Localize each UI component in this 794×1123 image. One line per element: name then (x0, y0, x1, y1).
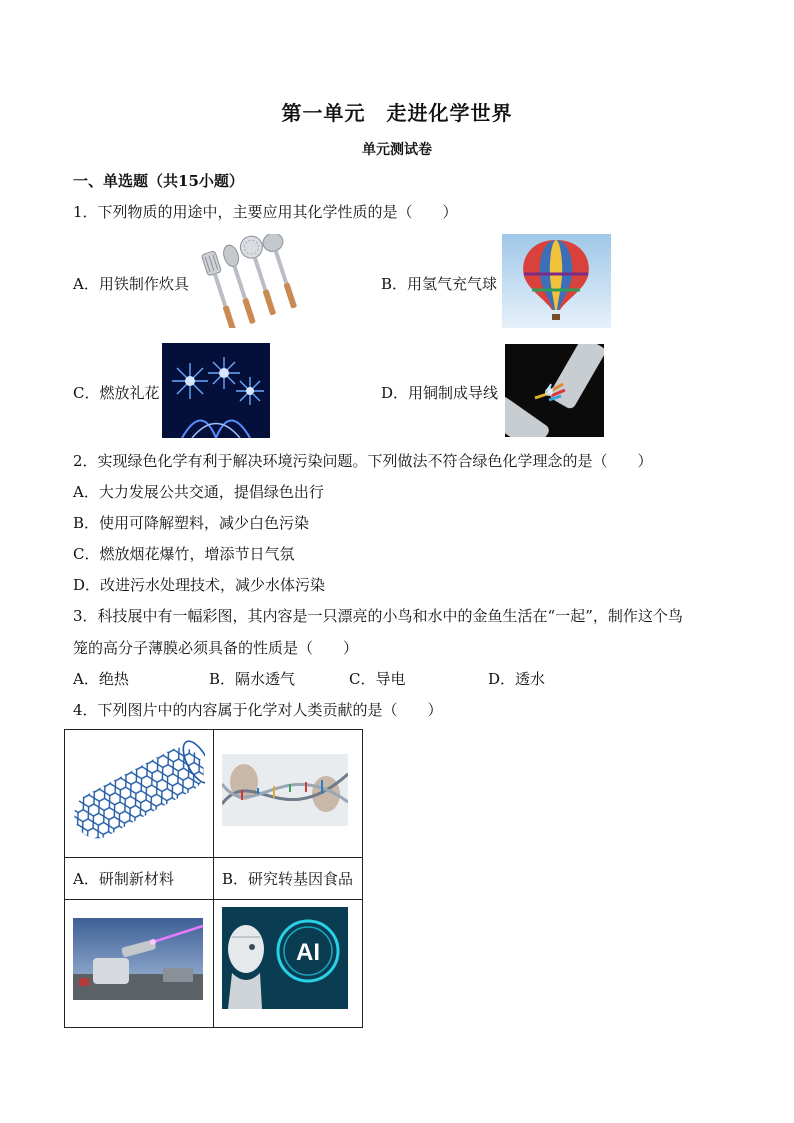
hot-air-balloon-image (502, 234, 611, 328)
page-subtitle: 单元测试卷 (362, 142, 432, 158)
laser-weapon-image (73, 918, 203, 1000)
q4-cell-d-image (214, 900, 363, 1028)
q1-option-b: B．用氢气充气球 (381, 275, 498, 293)
ai-logo-text: AI (296, 939, 320, 966)
copper-wire-image (505, 344, 604, 437)
carbon-nanotube-image (73, 740, 205, 846)
q2-option-a: A．大力发展公共交通，提倡绿色出行 (73, 483, 324, 501)
q1-option-c: C．燃放礼花 (73, 384, 160, 402)
question-4-stem: 4．下列图片中的内容属于化学对人类贡献的是（ ） (73, 701, 443, 719)
q4-cell-c-image (65, 900, 214, 1028)
q4-cell-a-label: A．研制新材料 (65, 858, 214, 900)
q2-option-c: C．燃放烟花爆竹，增添节日气氛 (73, 545, 295, 563)
question-1-stem: 1．下列物质的用途中，主要应用其化学性质的是（ ） (73, 203, 458, 221)
section-heading: 一、单选题（共15小题） (73, 172, 244, 190)
question-3-stem-line2: 笼的高分子薄膜必须具备的性质是（ ） (73, 639, 359, 657)
q4-cell-a-image (65, 730, 214, 858)
question-3-stem-line1: 3．科技展中有一幅彩图，其内容是一只漂亮的小鸟和水中的金鱼生活在“一起”，制作这个鸟 (73, 607, 683, 625)
ai-robot-image (222, 907, 348, 1009)
question-4-option-table (64, 729, 363, 1028)
q2-option-b: B．使用可降解塑料，减少白色污染 (73, 514, 310, 532)
q3-option-a: A．绝热 (73, 670, 129, 688)
kitchen-utensils-image (198, 234, 310, 328)
q3-option-c: C．导电 (349, 670, 406, 688)
q3-option-d: D．透水 (488, 670, 546, 688)
q2-option-d: D．改进污水处理技术，减少水体污染 (73, 576, 326, 594)
q4-cell-b-label: B．研究转基因食品 (214, 858, 363, 900)
question-2-stem: 2．实现绿色化学有利于解决环境污染问题。下列做法不符合绿色化学理念的是（ ） (73, 452, 653, 470)
q4-cell-b-image (214, 730, 363, 858)
fireworks-image (162, 343, 270, 438)
q1-option-a: A．用铁制作炊具 (73, 275, 189, 293)
dna-helix-image (222, 754, 348, 826)
page-title: 第一单元 走进化学世界 (281, 101, 513, 125)
q1-option-d: D．用铜制成导线 (381, 384, 499, 402)
q3-option-b: B．隔水透气 (209, 670, 296, 688)
